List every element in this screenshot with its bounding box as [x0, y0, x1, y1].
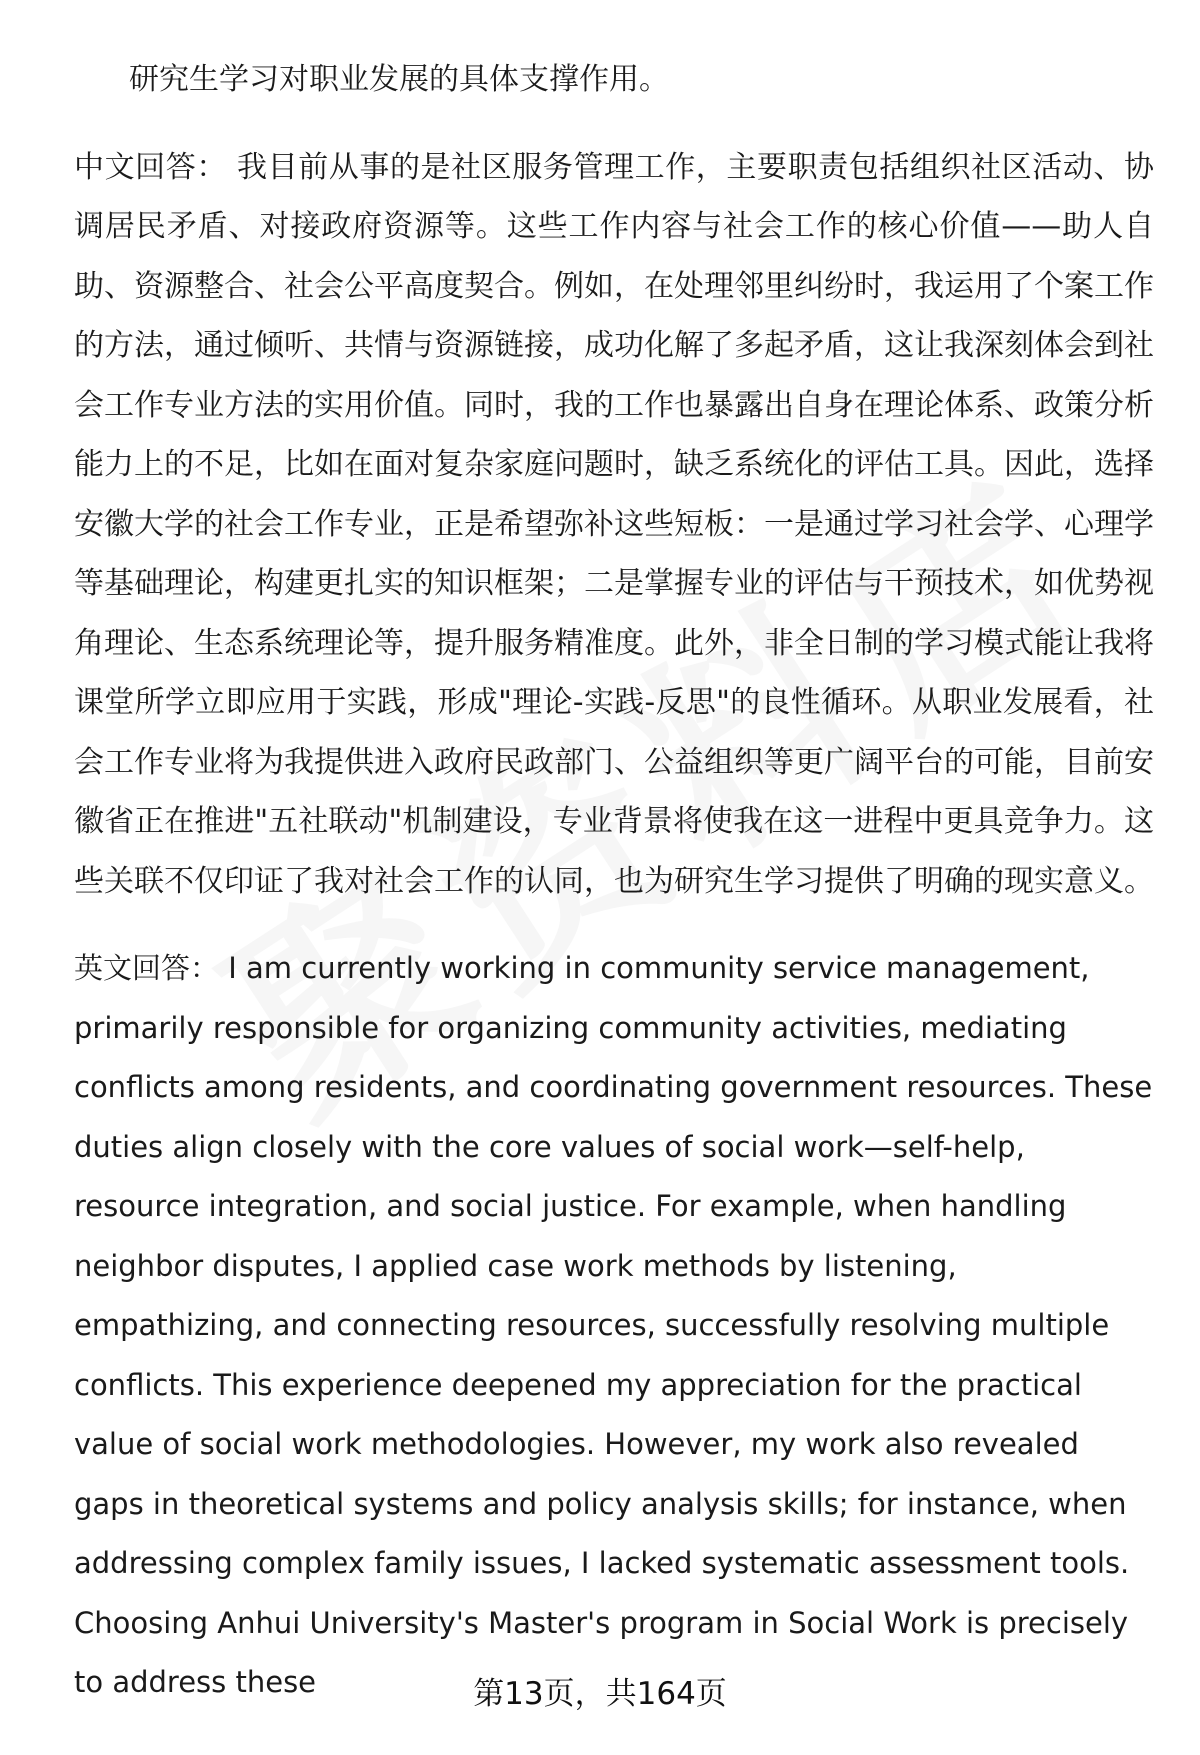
page-content — [74, 50, 1154, 1713]
intro-line: 研究生学习对职业发展的具体支撑作用。 — [129, 62, 669, 97]
english-answer-text: I am currently working in community service management, primarily responsible for organizing community activities, mediating conflicts among residents, and coordinating government resources. These duties align closely with the core values of social work—self-help, resource integration, and social justice. For example, when handling neighbor disputes, I applied case work methods by listening, empathizing, and connecting resources, successfully resolving multiple conflicts. This experience deepened my appreciation for the practical value of social work methodologies. However, my work also revealed gaps in theoretical systems and policy analysis skills; for instance, when addressing complex family issues, I lacked systematic assessment tools. Choosing Anhui University's Master's program in Social Work is precisely to address these — [74, 951, 1153, 1699]
chinese-answer-paragraph — [74, 138, 1154, 912]
paragraph-gap — [74, 911, 1154, 939]
chinese-answer-label: 中文回答： — [74, 149, 227, 185]
chinese-answer-text: 我目前从事的是社区服务管理工作，主要职责包括组织社区活动、协调居民矛盾、对接政府资源等。这些工作内容与社会工作的核心价值——助人自助、资源整合、社会公平高度契合。例如，在处理邻里纠纷时，我运用了个案工作的方法，通过倾听、共情与资源链接，成功化解了多起矛盾，这让我深刻体会到社会工作专业方法的实用价值。同时，我的工作也暴露出自身在理论体系、政策分析能力上的不足，比如在面对复杂家庭问题时，缺乏系统化的评估工具。因此，选择安徽大学的社会工作专业，正是希望弥补这些短板：一是通过学习社会学、心理学等基础理论，构建更扎实的知识框架；二是掌握专业的评估与干预技术，如优势视角理论、生态系统理论等，提升服务精准度。此外，非全日制的学习模式能让我将课堂所学立即应用于实践，形成"理论-实践-反思"的良性循环。从职业发展看，社会工作专业将为我提供进入政府民政部门、公益组织等更广阔平台的可能，目前安徽省正在推进"五社联动"机制建设，专业背景将使我在这一进程中更具竞争力。这些关联不仅印证了我对社会工作的认同，也为研究生学习提供了明确的现实意义。 — [74, 149, 1154, 899]
english-answer-label: 英文回答： — [74, 951, 220, 985]
page-number-footer: 第13页，共164页 — [473, 1676, 727, 1712]
paragraph-gap — [74, 110, 1154, 138]
english-answer-paragraph — [74, 939, 1154, 1713]
